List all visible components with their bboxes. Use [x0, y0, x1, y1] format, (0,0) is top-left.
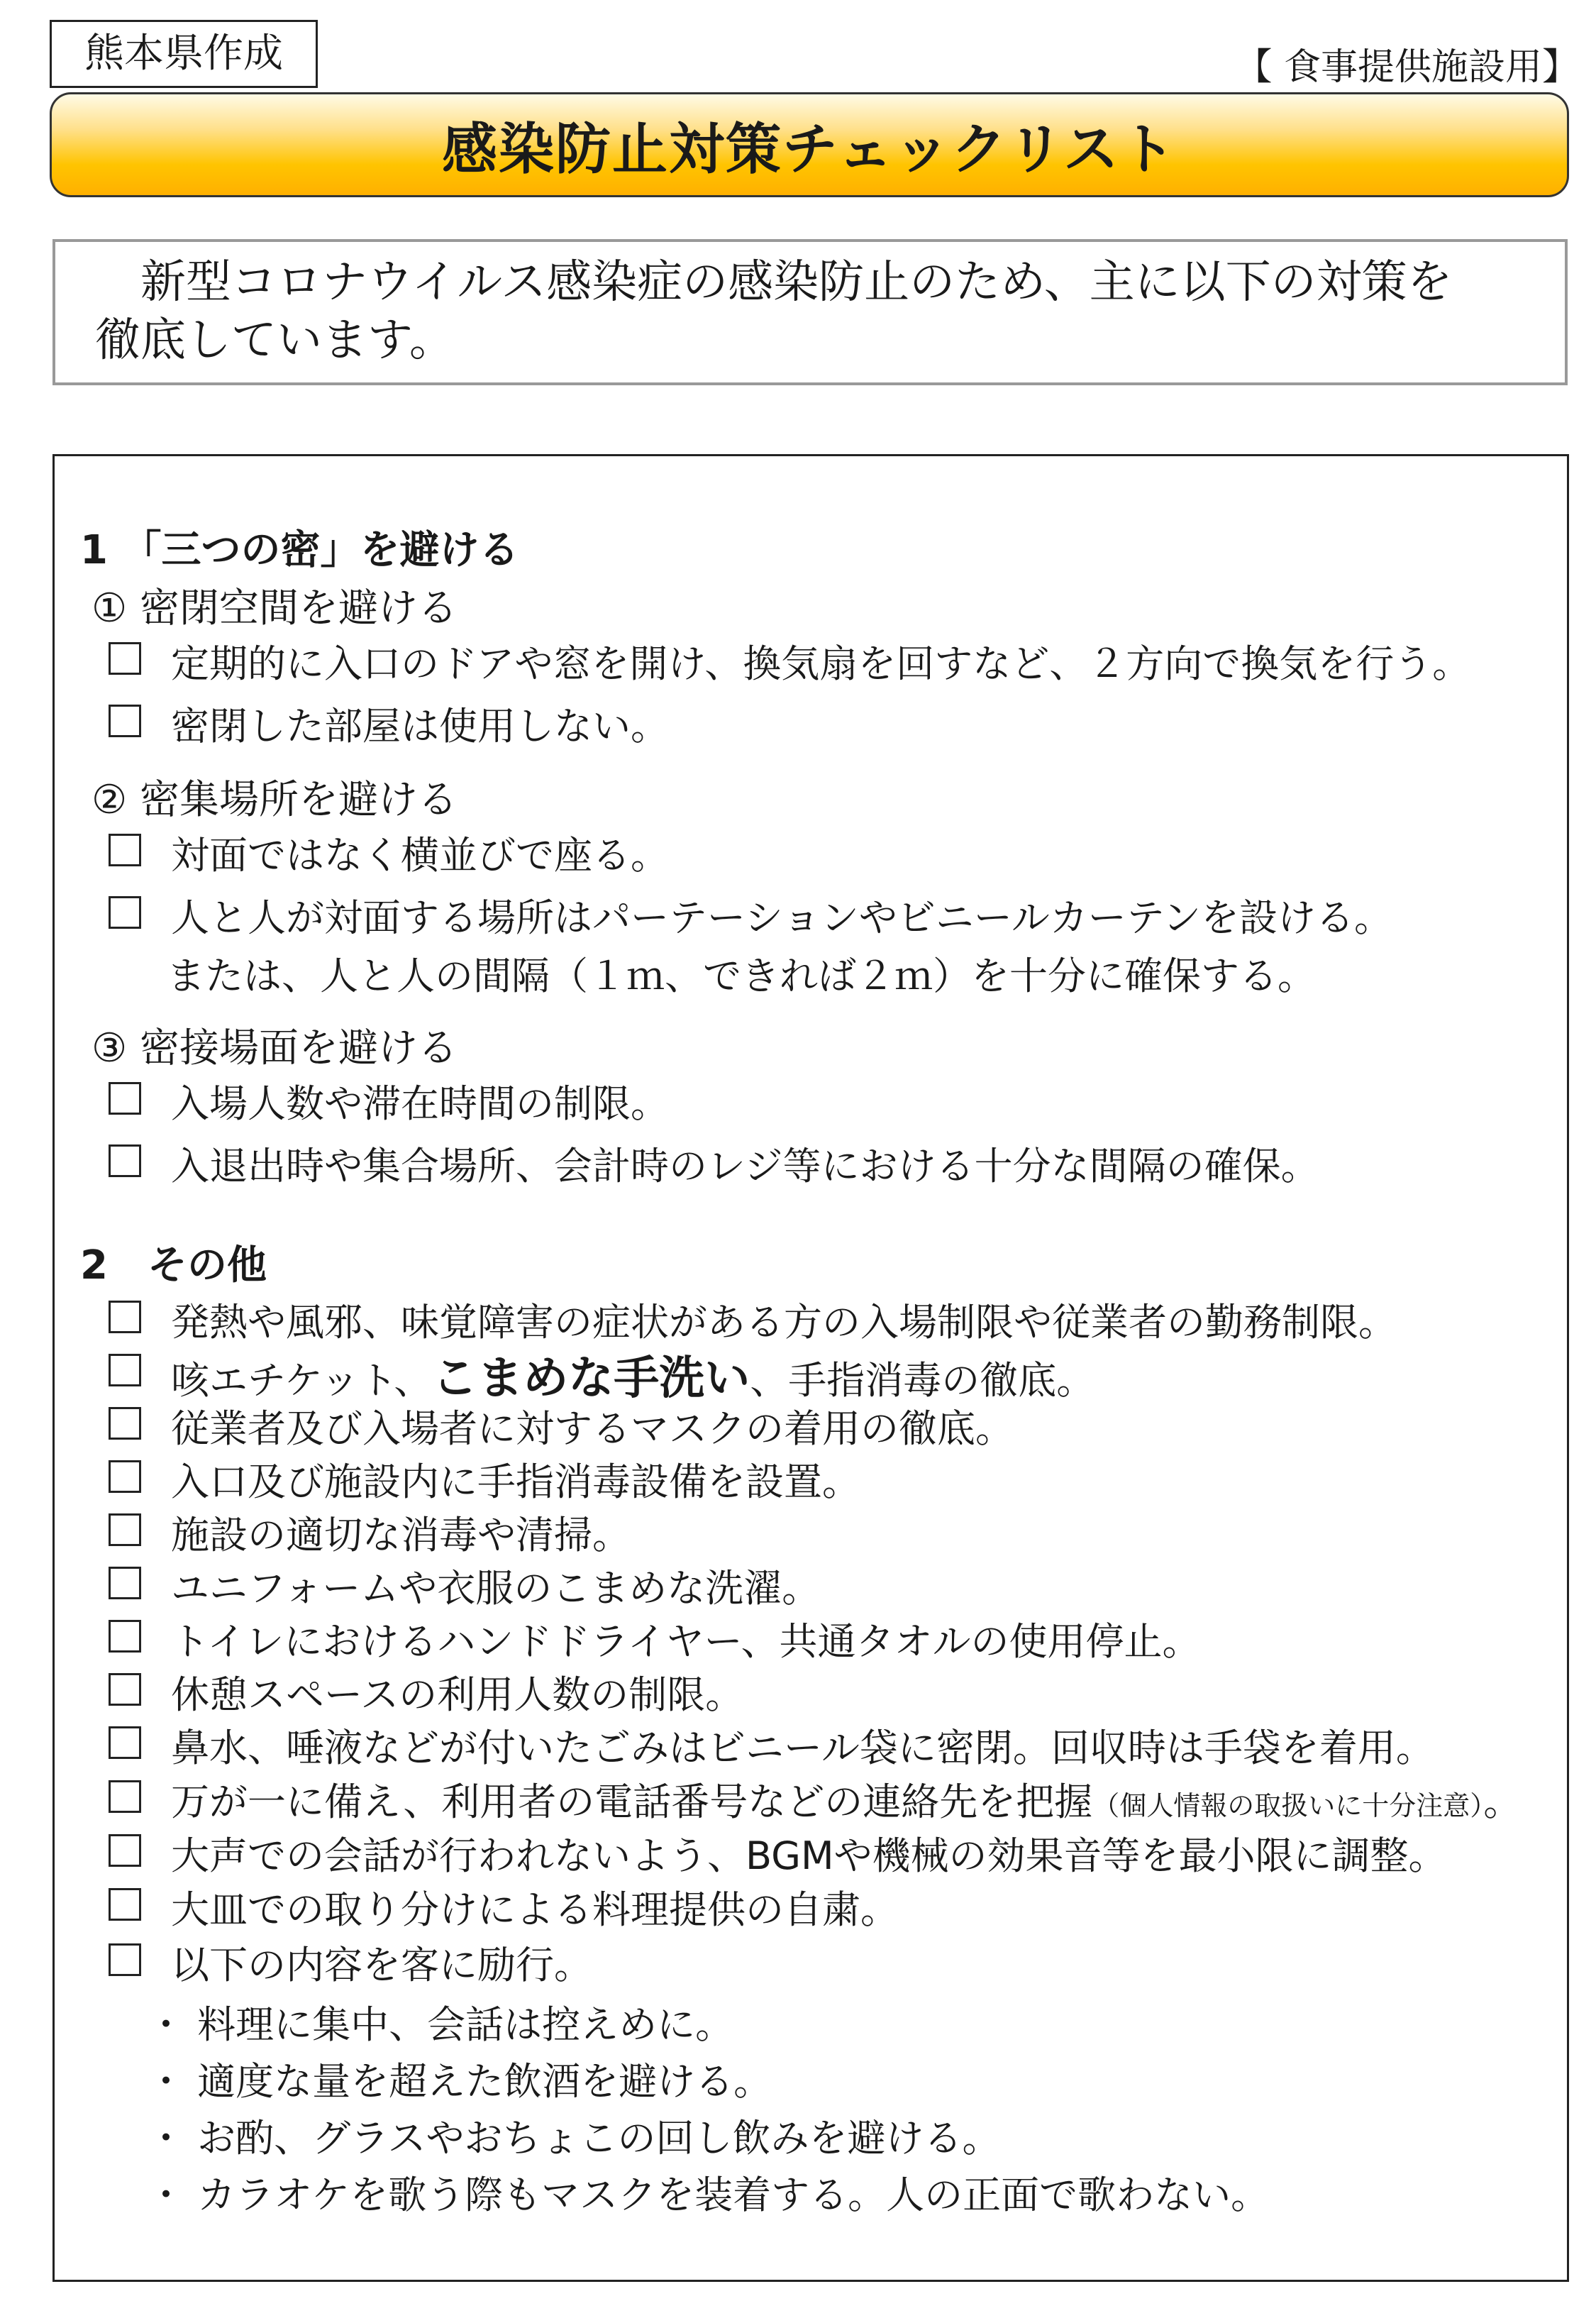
check-item: トイレにおけるハンドドライヤー、共通タオルの使用停止。 [171, 1619, 1201, 1664]
check-item-text: 。 [1483, 1780, 1522, 1824]
check-item [171, 1772, 1522, 1826]
checkbox[interactable] [109, 1943, 141, 1976]
checkbox[interactable] [109, 834, 141, 866]
bullet-item: ・ 料理に集中、会話は控えめに。 [147, 2002, 734, 2047]
checkbox[interactable] [109, 1620, 141, 1653]
check-item: ユニフォームや衣服のこまめな洗濯。 [171, 1566, 821, 1611]
check-item: 入退出時や集合場所、会計時のレジ等における十分な間隔の確保。 [171, 1144, 1319, 1188]
intro-box [52, 239, 1568, 385]
author-box: 熊本県作成 [50, 20, 318, 88]
facility-type-label: 【 食事提供施設用】 [1235, 46, 1579, 89]
check-item: 大声での会話が行われないよう、BGMや機械の効果音等を最小限に調整。 [171, 1833, 1447, 1878]
check-item: 従業者及び入場者に対するマスクの着用の徹底。 [171, 1406, 1014, 1451]
checkbox[interactable] [109, 896, 141, 929]
checkbox[interactable] [109, 642, 141, 675]
checkbox[interactable] [109, 1301, 141, 1333]
check-item: 発熱や風邪、味覚障害の症状がある方の入場制限や従業者の勤務制限。 [171, 1300, 1397, 1345]
check-item-text: 咳エチケット、 [171, 1358, 433, 1403]
check-item: 対面ではなく横並びで座る。 [171, 833, 669, 878]
checkbox[interactable] [109, 1726, 141, 1759]
check-item: 大皿での取り分けによる料理提供の自粛。 [171, 1887, 899, 1932]
intro-line-2: 徹底しています。 [95, 314, 455, 367]
checkbox[interactable] [109, 1834, 141, 1867]
checkbox[interactable] [109, 1888, 141, 1921]
check-item-continuation: または、人と人の間隔（１ｍ、できれば２ｍ）を十分に確保する。 [167, 954, 1316, 998]
check-item: 入口及び施設内に手指消毒設備を設置。 [171, 1460, 860, 1504]
note-text: （個人情報の取扱いに十分注意） [1092, 1790, 1484, 1821]
checkbox[interactable] [109, 705, 141, 737]
check-item: 入場人数や滞在時間の制限。 [171, 1081, 669, 1126]
bullet-item: ・ お酌、グラスやおちょこの回し飲みを避ける。 [147, 2116, 1001, 2161]
bullet-item: ・ 適度な量を超えた飲酒を避ける。 [147, 2059, 772, 2104]
check-item: 以下の内容を客に励行。 [171, 1943, 592, 1987]
checkbox[interactable] [109, 1407, 141, 1440]
checklist-box [52, 454, 1569, 2282]
checkbox[interactable] [109, 1673, 141, 1706]
section1-heading: 1 「三つの密」を避ける [80, 527, 519, 573]
check-item-text: 、手指消毒の徹底。 [750, 1358, 1095, 1403]
checkbox[interactable] [109, 1567, 141, 1599]
checkbox[interactable] [109, 1354, 141, 1386]
sub1-label: ① 密閉空間を避ける [92, 585, 458, 631]
title-banner [50, 92, 1569, 197]
checkbox[interactable] [109, 1460, 141, 1493]
intro-line-1: 新型コロナウイルス感染症の感染防止のため、主に以下の対策を [140, 256, 1453, 309]
check-item [171, 1342, 1095, 1407]
emphasis-text: こまめな手洗い [432, 1352, 750, 1405]
checkbox[interactable] [109, 1513, 141, 1546]
check-item: 定期的に入口のドアや窓を開け、換気扇を回すなど、２方向で換気を行う。 [171, 641, 1471, 686]
checkbox[interactable] [109, 1082, 141, 1115]
bullet-item: ・ カラオケを歌う際もマスクを装着する。人の正面で歌わない。 [147, 2173, 1270, 2217]
check-item-text: 万が一に備え、利用者の電話番号などの連絡先を把握 [171, 1780, 1093, 1824]
check-item: 密閉した部屋は使用しない。 [171, 704, 669, 749]
sub2-label: ② 密集場所を避ける [92, 777, 458, 823]
checkbox[interactable] [109, 1780, 141, 1813]
page-title: 感染防止対策チェックリスト [441, 118, 1177, 182]
check-item: 人と人が対面する場所はパーテーションやビニールカーテンを設ける。 [171, 895, 1393, 940]
section2-heading: 2 その他 [80, 1242, 267, 1289]
checkbox[interactable] [109, 1144, 141, 1177]
check-item: 施設の適切な消毒や清掃。 [171, 1513, 631, 1557]
check-item: 休憩スペースの利用人数の制限。 [171, 1672, 744, 1717]
sub3-label: ③ 密接場面を避ける [92, 1025, 458, 1071]
check-item: 鼻水、唾液などが付いたごみはビニール袋に密閉。回収時は手袋を着用。 [171, 1726, 1434, 1770]
